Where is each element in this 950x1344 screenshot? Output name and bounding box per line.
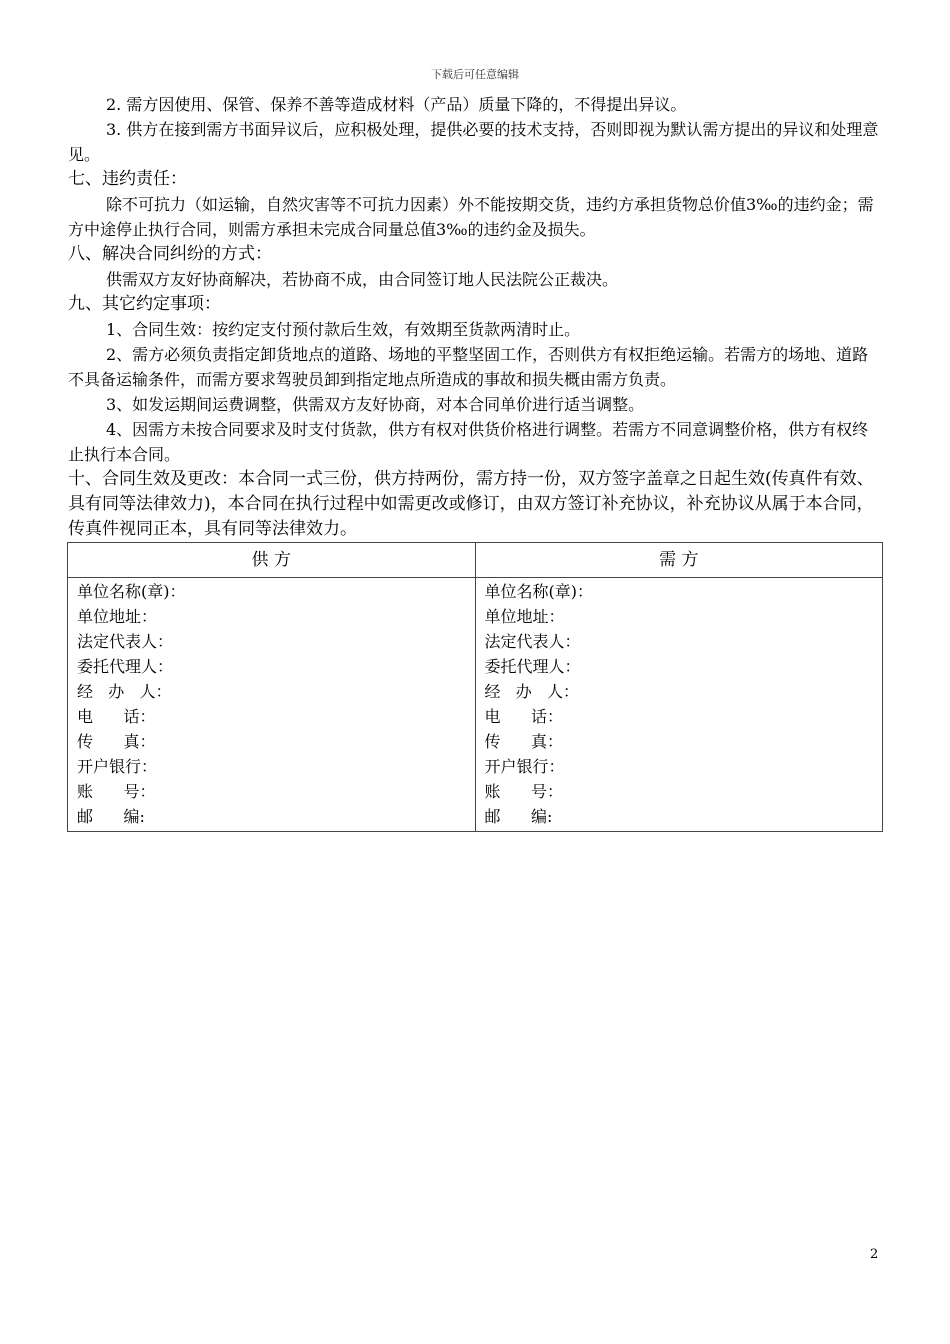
section-9-item-2: 2、需方必须负责指定卸货地点的道路、场地的平整坚固工作，否则供方有权拒绝运输。若需方的场地、道路不具备运输条件，而需方要求驾驶员卸到指定地点所造成的事故和损失概由需方负责。: [68, 345, 869, 389]
buyer-field-handler: 经 办 人：: [484, 682, 580, 701]
supplier-field-legal-rep: 法定代表人：: [77, 632, 174, 651]
buyer-field-account: 账 号：: [484, 782, 564, 801]
signature-table: [67, 542, 883, 832]
section-7-heading: 七、违约责任：: [68, 169, 187, 189]
buyer-field-phone: 电 话：: [484, 707, 564, 726]
supplier-field-name: 单位名称(章)：: [77, 582, 186, 601]
buyer-field-agent: 委托代理人：: [484, 657, 581, 676]
buyer-column: [475, 578, 883, 832]
section-9-item-4: 4、因需方未按合同要求及时支付货款，供方有权对供货价格进行调整。若需方不同意调整价格，供方有权终止执行本合同。: [68, 420, 869, 464]
contract-body: [68, 92, 882, 832]
section-8-text: 供需双方友好协商解决，若协商不成，由合同签订地人民法院公正裁决。: [106, 270, 619, 289]
buyer-field-bank: 开户银行：: [484, 757, 565, 776]
buyer-field-postcode: 邮 编:: [484, 807, 553, 826]
buyer-field-address: 单位地址：: [484, 607, 565, 626]
clause-6-2: 2. 需方因使用、保管、保养不善等造成材料（产品）质量下降的，不得提出异议。: [106, 95, 687, 114]
buyer-field-fax: 传 真：: [484, 732, 564, 751]
section-7-text: 除不可抗力（如运输，自然灾害等不可抗力因素）外不能按期交货，违约方承担货物总价值3‰的违约金；需方中途停止执行合同，则需方承担未完成合同量总值3‰的违约金及损失。: [68, 195, 874, 239]
header-note: 下载后可任意编辑: [431, 68, 519, 81]
section-9-item-1: 1、合同生效：按约定支付预付款后生效，有效期至货款两清时止。: [106, 320, 581, 339]
buyer-header: 需 方: [475, 543, 883, 578]
supplier-field-bank: 开户银行：: [77, 757, 158, 776]
section-9-item-3: 3、如发运期间运费调整，供需双方友好协商，对本合同单价进行适当调整。: [106, 395, 645, 414]
supplier-header: 供 方: [68, 543, 476, 578]
section-10-text: 十、合同生效及更改：本合同一式三份，供方持两份，需方持一份，双方签字盖章之日起生效(传真件有效、具有同等法律效力)，本合同在执行过程中如需更改或修订，由双方签订补充协议，补充协议从属于本合同，传真件视同正本，具有同等法律效力。: [68, 469, 874, 539]
supplier-field-agent: 委托代理人：: [77, 657, 174, 676]
supplier-field-postcode: 邮 编:: [77, 807, 145, 826]
page-number: 2: [870, 1247, 879, 1262]
clause-6-3: 3. 供方在接到需方书面异议后，应积极处理，提供必要的技术支持，否则即视为默认需方提出的异议和处理意见。: [68, 120, 879, 164]
supplier-field-handler: 经 办 人：: [77, 682, 172, 701]
buyer-field-name: 单位名称(章)：: [484, 582, 593, 601]
section-9-heading: 九、其它约定事项：: [68, 294, 221, 314]
supplier-field-phone: 电 话：: [77, 707, 156, 726]
supplier-field-fax: 传 真：: [77, 732, 156, 751]
buyer-field-legal-rep: 法定代表人：: [484, 632, 581, 651]
supplier-field-account: 账 号：: [77, 782, 156, 801]
section-8-heading: 八、解决合同纠纷的方式：: [68, 244, 272, 264]
supplier-column: [68, 578, 476, 832]
supplier-field-address: 单位地址：: [77, 607, 158, 626]
